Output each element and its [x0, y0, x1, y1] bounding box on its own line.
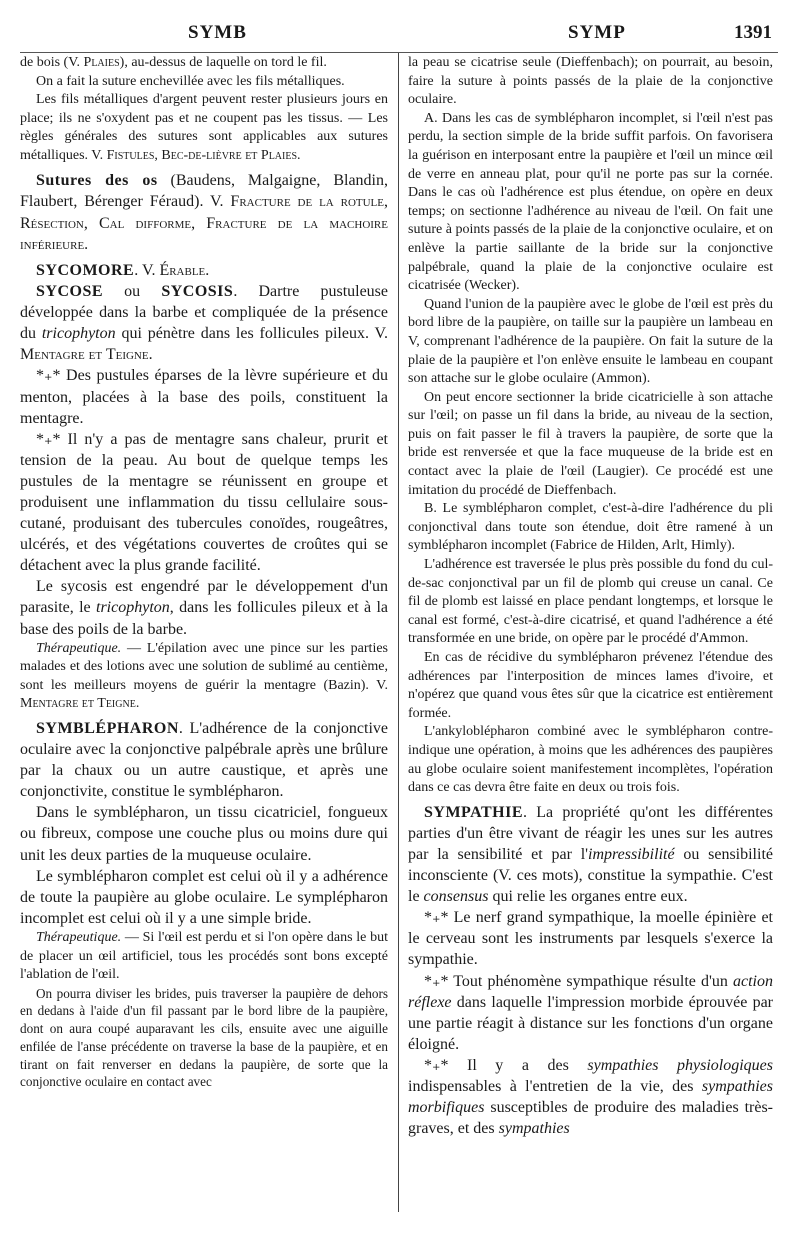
paragraph-diviser-brides: On pourra diviser les brides, puis traverser la paupière de dehors en dedans à l'aide d'un fil passant par le bord libre de la paupière, dont on aura coupé auparavant les cils, ensuite avec une aiguille enfilée de l'anse précédente on traverse la base de la paupière, et en tirant on fait renverser en dedans la paupière, de sorte que la conjonctive oculaire en contact avec [20, 985, 388, 1090]
paragraph-recidive: En cas de récidive du symblépharon prévenez l'étendue des adhérences par l'interposition de minces lames d'ivoire, et n'opérez que quand vous êtes sûr que la cicatrice est entièrement formée. [408, 650, 773, 721]
paragraph-action-reflexe: *₊* Tout phénomène sympathique résulte d'un action réflexe dans laquelle l'impression morbide éprouvée par une partie réagit à distance sur les fonctions d'un organe éloigné. [408, 972, 773, 1053]
paragraph-continuation: la peau se cicatrise seule (Dieffenbach); on pourrait, au besoin, faire la suture à points passés de la plaie de la conjonctive oculaire. [408, 55, 773, 108]
paragraph-fil-de-plomb: L'adhérence est traversée le plus près possible du fond du cul-de-sac conjonctival par un fil de plomb qui creuse un canal. Ce fil de plomb est laissé en place pendant longtemps, et lorsque le canal est formé, c'est-à-dire cicatrisé, et quand l'adhérence a été transformée en une bride, on opère par le procédé d'Ammon. [408, 557, 773, 647]
paragraph-tissu-cicatriciel: Dans le symblépharon, un tissu cicatriciel, fongueux ou fibreux, compose une couche plus ou moins dure qui unit les deux parties de la muqueuse oculaire. [20, 804, 388, 864]
entry-sympathie: SYMPATHIE. La propriété qu'ont les différentes parties d'un être vivant de réagir les unes sur les autres par la sensibilité et par l'impressibilité ou sensibilité inconsciente (V. ces mots), constitue la sympathie. C'est le consensus qui relie les organes entre eux. [408, 803, 773, 906]
paragraph-ankyloblepharon: L'ankyloblépharon combiné avec le symblépharon contre-indique une opération, à moins que les adhérences des paupières au globe oculaire soient manifestement incomplètes, l'opération dans ce cas devra être faite en deux ou trois fois. [408, 724, 773, 796]
paragraph-symblepharon-complet: Le symblépharon complet est celui où il y a adhérence de toute la paupière au globe oculaire. Le symplépharon incomplet est celui où il y a une simple bride. [20, 867, 388, 927]
paragraph-union-paupiere: Quand l'union de la paupière avec le globe de l'œil est près du bord libre de la paupière, on taille sur la paupière un lambeau en V, comprenant l'adhérence de la paupière. On fait la suture de la plaie de la paupière et l'on enlève ensuite le lambeau en coupant son attache sur le globe oculaire (Ammon). [408, 296, 773, 387]
entry-sycomore: SYCOMORE. V. Érable. [36, 261, 210, 279]
paragraph-parasite: Le sycosis est engendré par le développement d'un parasite, le tricophyton, dans les follicules pileux et à la base des poils de la barbe. [20, 578, 389, 638]
running-header [20, 22, 772, 48]
running-head-right: SYMP [568, 22, 626, 43]
paragraph-nerf-sympathique: *₊* Le nerf grand sympathique, la moelle épinière et le cerveau sont les instruments par lesquels s'exerce la sympathie. [408, 909, 773, 969]
left-column [20, 54, 388, 1091]
page-number: 1391 [734, 22, 772, 43]
entry-sycose: SYCOSE ou SYCOSIS. Dartre pustuleuse développée dans la barbe et compliquée de la présence du tricophyton qui pénètre dans les follicules pileux. V. Mentagre et Teigne. [20, 283, 389, 364]
paragraph-therapeutique: Thérapeutique. — L'épilation avec une pince sur les parties malades et des lotions avec une solution de sublimé au centième, sont les meilleurs moyens de guérir la mentagre (Bazin). V. Mentagre et Teigne. [20, 640, 388, 712]
paragraph-enchevillee: On a fait la suture enchevillée avec les fils métalliques. [36, 73, 345, 89]
entry-sutures-des-os: Sutures des os (Baudens, Malgaigne, Blandin, Flaubert, Bérenger Féraud). V. Fracture de la rotule, Résection, Cal difforme, Fracture de la machoire inférieure. [20, 171, 388, 254]
column-divider [398, 53, 399, 1212]
paragraph-therapeutique-2: Thérapeutique. — Si l'œil est perdu et si l'on opère dans le but de placer un œil artificiel, tous les procédés sont bons excepté l'ablation de l'œil. [20, 929, 388, 983]
paragraph-plaies: de bois (V. Plaies), au-dessus de laquelle on tord le fil. [20, 55, 327, 70]
paragraph-fils-metalliques: Les fils métalliques d'argent peuvent rester plusieurs jours en place; ils ne s'oxydent pas et ne coupent pas les tissus. — Les règles générales des sutures sont applicables aux sutures métalliques. V. Fistules, Bec-de-lièvre et Plaies. [20, 92, 388, 163]
paragraph-sympathies-physiologiques: *₊* Il y a des sympathies physiologiques indispensables à l'entretien de la vie, des sympathies morbifiques susceptibles de produire des maladies très-graves, et des sympathies [408, 1056, 773, 1138]
paragraph-pustules: *₊* Des pustules éparses de la lèvre supérieure et du menton, placées à la base des poils, constituent la mentagre. [20, 367, 388, 427]
paragraph-b-complet: B. Le symblépharon complet, c'est-à-dire l'adhérence du pli conjonctival dans toute son étendue, doit être ramené à un symblépharon incomplet (Fabrice de Hilden, Arlt, Himly). [408, 501, 773, 554]
running-head-left: SYMB [188, 22, 247, 43]
paragraph-a-incomplet: A. Dans les cas de symblépharon incomplet, si l'œil n'est pas perdu, la section simple de la bride suffit parfois. On favorisera la guérison en interposant entre la paupière et l'œil un mince œil de verre en anneau plat, pour qu'il ne porte pas sur la cornée. Dans le cas où l'adhérence est plus étendue, on opère en deux temps; on sectionne l'adhérence au niveau de l'œil. On fait une suture à points passés de la plaie de la conjonctive oculaire, et on enlève la partie saillante de la bride sur la conjonctive palpébrale, quand la plaie de la conjonctive oculaire est cicatrisée (Wecker). [408, 110, 773, 294]
header-rule [20, 52, 778, 53]
right-column [408, 54, 773, 1139]
paragraph-sectionner-bride: On peut encore sectionner la bride cicatricielle à son attache sur l'œil; on passe un fil dans la bride, au niveau de la section, puis on fait passer le fil à travers la paupière, de sorte que la bride est renversée et que la face muqueuse de la bride est en contact avec la plaie de l'œil (Laugier). Ce procédé est une imitation du procédé de Dieffenbach. [408, 389, 773, 498]
paragraph-chaleur: *₊* Il n'y a pas de mentagre sans chaleur, prurit et tension de la peau. Au bout de quelque temps les pustules de la mentagre se réunissent en groupe et produisent une inflammation du tissu cellulaire sous-cutané, produisant des tubercules conoïdes, rougeâtres, ulcérés, et des végétations couvertes de croûtes qui se détachent avec la plus grande facilité. [20, 430, 388, 575]
entry-symblepharon: SYMBLÉPHARON. L'adhérence de la conjonctive oculaire avec la conjonctive palpébrale après une brûlure par la chaux ou un autre caustique, et après une conjonctivite, constitue le symblépharon. [20, 720, 388, 801]
